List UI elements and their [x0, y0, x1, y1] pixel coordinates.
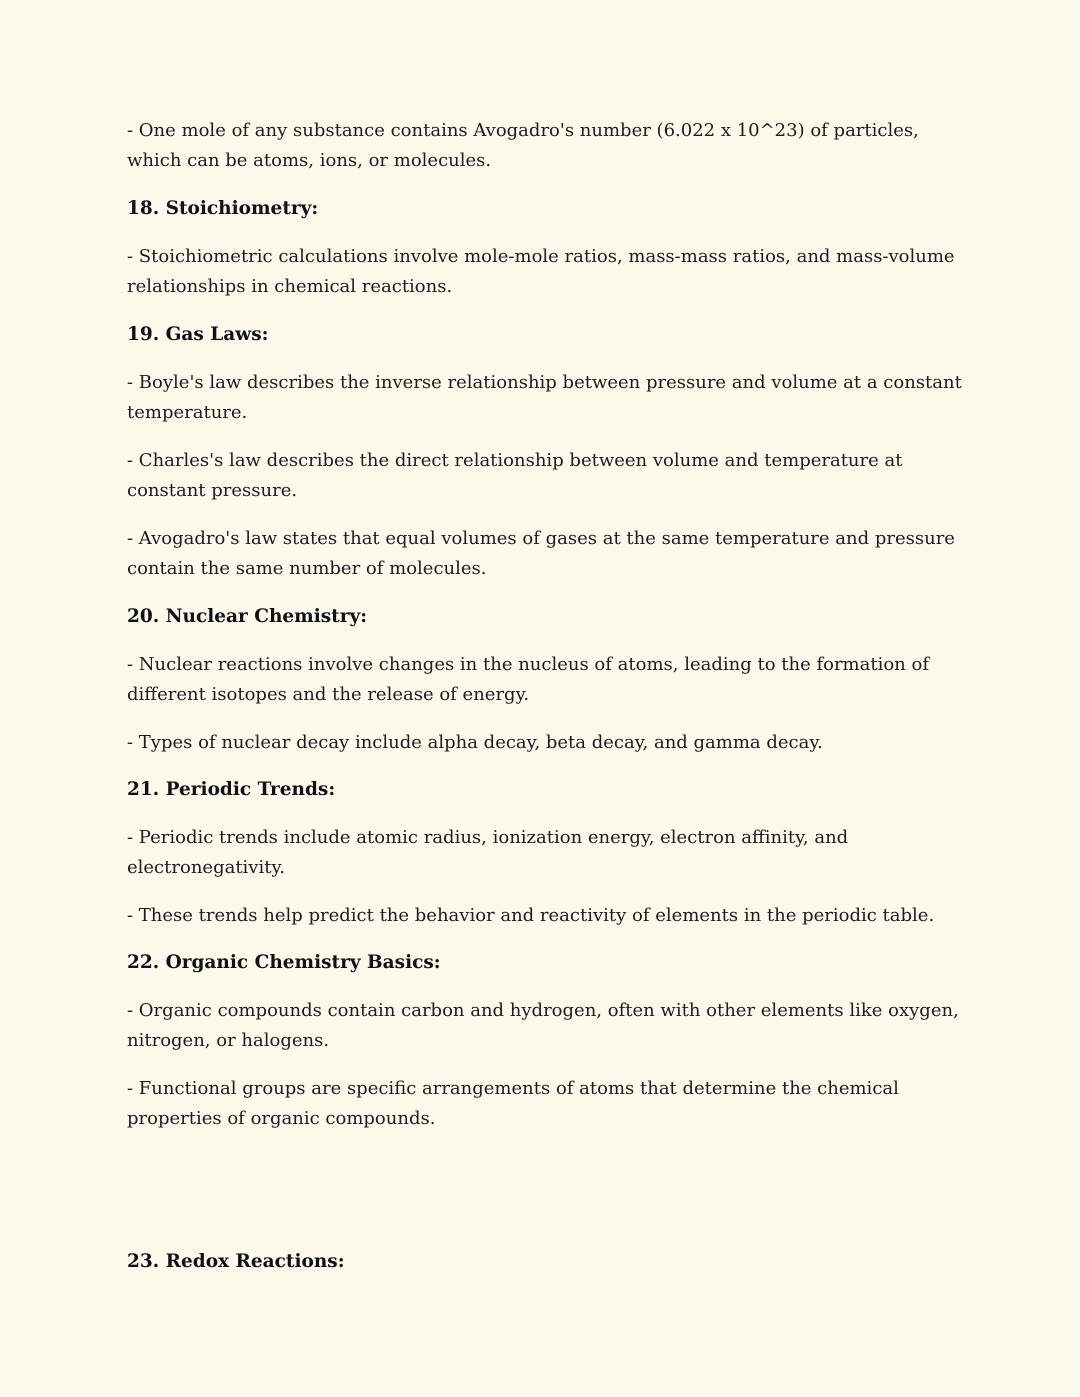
heading-organic-chemistry: 22. Organic Chemistry Basics:	[127, 952, 441, 973]
paragraph-boyles-law: - Boyle's law describes the inverse relationship between pressure and volume at a constant temperature.	[127, 372, 962, 423]
heading-nuclear-chemistry: 20. Nuclear Chemistry:	[127, 606, 368, 627]
heading-gas-laws: 19. Gas Laws:	[127, 324, 269, 345]
heading-periodic-trends: 21. Periodic Trends:	[127, 779, 336, 800]
paragraph-avogadros-law: - Avogadro's law states that equal volumes of gases at the same temperature and pressure contain the same number of molecules.	[127, 528, 955, 579]
paragraph-avogadro-number: - One mole of any substance contains Avogadro's number (6.022 x 10^23) of particles, which can be atoms, ions, or molecules.	[127, 120, 919, 171]
paragraph-stoichiometry: - Stoichiometric calculations involve mole-mole ratios, mass-mass ratios, and mass-volume relationships in chemical reactions.	[127, 246, 955, 297]
paragraph-periodic-trends: - Periodic trends include atomic radius, ionization energy, electron affinity, and electronegativity.	[127, 827, 849, 878]
paragraph-nuclear-reactions: - Nuclear reactions involve changes in the nucleus of atoms, leading to the formation of different isotopes and the release of energy.	[127, 654, 929, 705]
paragraph-functional-groups: - Functional groups are specific arrangements of atoms that determine the chemical properties of organic compounds.	[127, 1078, 899, 1129]
paragraph-trends-predict: - These trends help predict the behavior and reactivity of elements in the periodic table.	[127, 905, 935, 926]
heading-redox-reactions: 23. Redox Reactions:	[127, 1251, 345, 1272]
heading-stoichiometry: 18. Stoichiometry:	[127, 198, 319, 219]
paragraph-nuclear-decay: - Types of nuclear decay include alpha decay, beta decay, and gamma decay.	[127, 732, 823, 753]
paragraph-organic-compounds: - Organic compounds contain carbon and hydrogen, often with other elements like oxygen, nitrogen, or halogens.	[127, 1000, 959, 1051]
paragraph-charles-law: - Charles's law describes the direct relationship between volume and temperature at constant pressure.	[127, 450, 903, 501]
